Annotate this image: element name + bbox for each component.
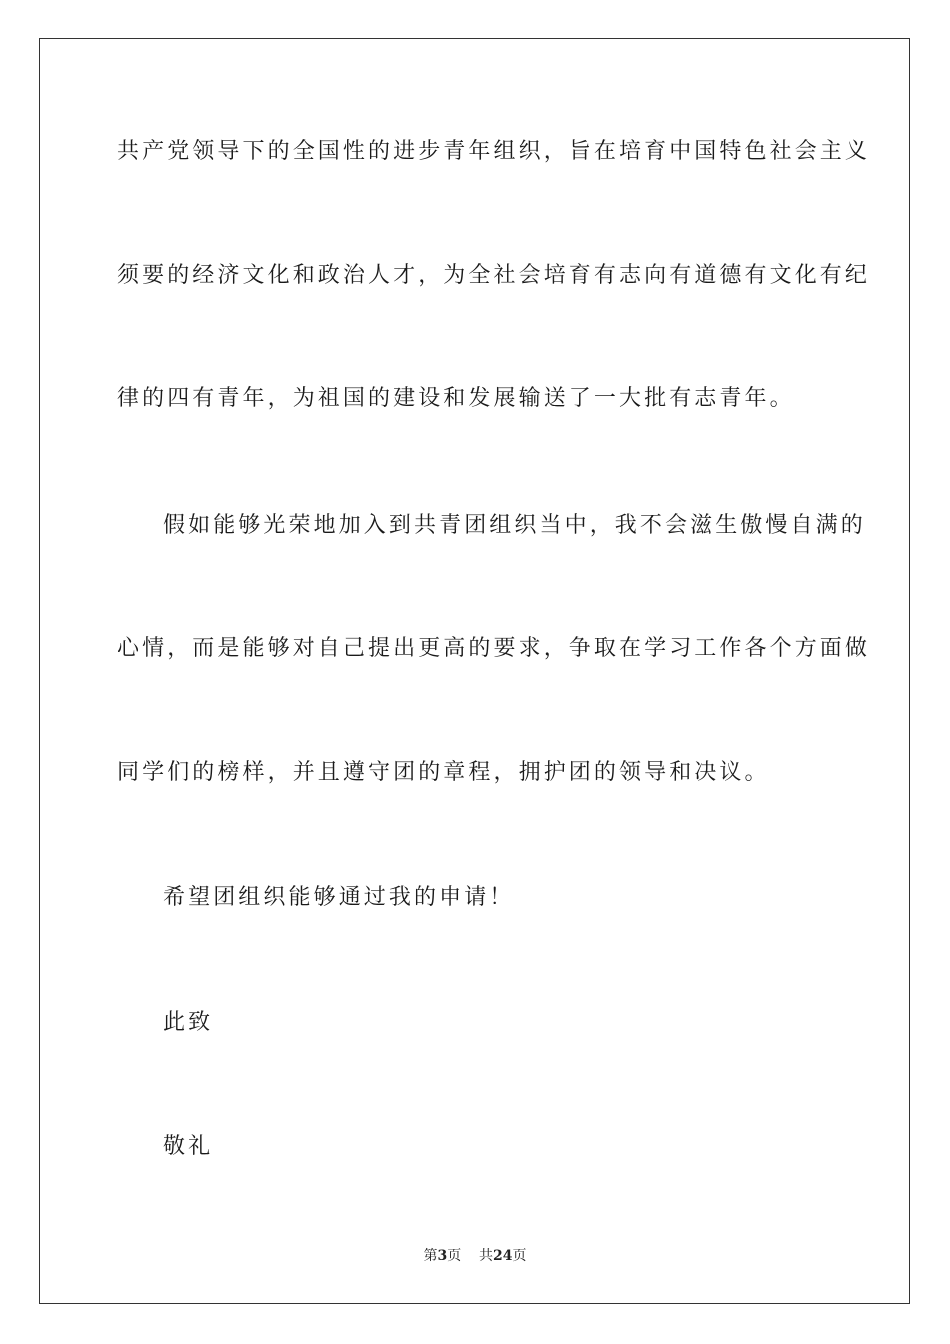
total-prefix: 共: [479, 1248, 494, 1264]
page-footer: [0, 1247, 950, 1265]
body-text-line-5: 心情，而是能够对自己提出更高的要求，争取在学习工作各个方面做: [117, 636, 871, 661]
body-text-line-2: 须要的经济文化和政治人才，为全社会培育有志向有道德有文化有纪: [117, 263, 871, 288]
body-text-line-6: 同学们的榜样，并且遵守团的章程，拥护团的领导和决议。: [117, 760, 770, 785]
page-border: [39, 38, 910, 1304]
body-text-line-3: 律的四有青年，为祖国的建设和发展输送了一大批有志青年。: [117, 386, 795, 411]
total-pages: 24: [493, 1248, 513, 1264]
salutation-cizhi: 此致: [163, 1010, 214, 1035]
total-suffix: 页: [512, 1248, 527, 1264]
salutation-jingli: 敬礼: [163, 1134, 214, 1159]
body-text-line-1: 共产党领导下的全国性的进步青年组织，旨在培育中国特色社会主义: [117, 139, 871, 164]
body-text-line-4: 假如能够光荣地加入到共青团组织当中，我不会滋生傲慢自满的: [163, 513, 866, 538]
page-suffix: 页: [447, 1248, 462, 1264]
page-number: 3: [437, 1248, 448, 1264]
closing-request: 希望团组织能够通过我的申请！: [163, 885, 515, 910]
page-prefix: 第: [423, 1248, 438, 1264]
